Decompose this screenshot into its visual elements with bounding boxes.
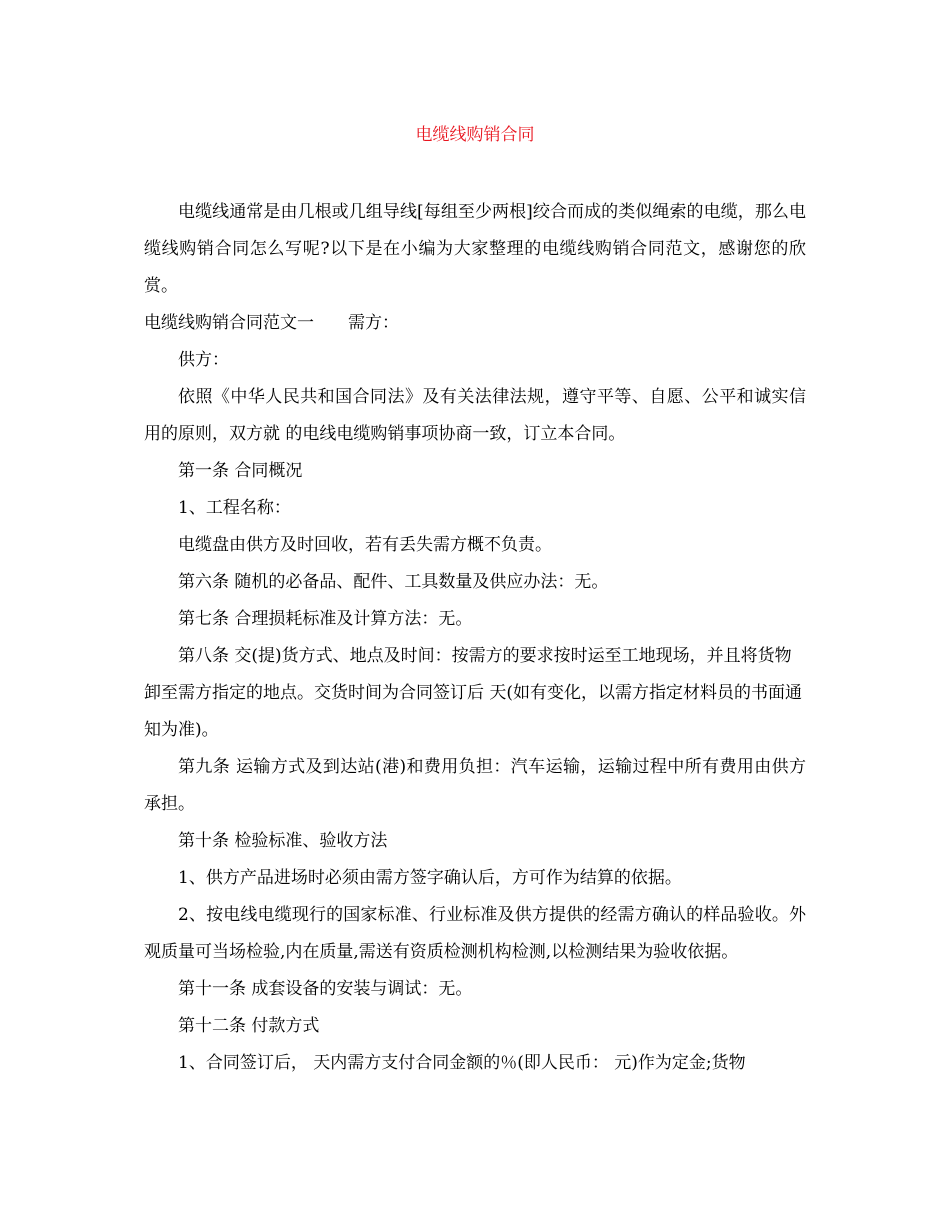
article-8-paragraph: 第八条 交(提)货方式、地点及时间：按需方的要求按时运至工地现场，并且将货物卸至需方指定的地点。交货时间为合同签订后 天(如有变化，以需方指定材料员的书面通知为准)。 (144, 646, 803, 740)
intro-paragraph: 电缆线通常是由几根或几组导线[每组至少两根]绞合而成的类似绳索的电缆，那么电缆线购销合同怎么写呢?以下是在小编为大家整理的电缆线购销合同范文，感谢您的欣赏。 (144, 202, 806, 296)
cable-reel-paragraph: 电缆盘由供方及时回收，若有丢失需方概不负责。 (178, 535, 552, 555)
document-body (144, 194, 806, 1082)
project-name-line: 1、工程名称： (178, 498, 291, 518)
article-1-heading: 第一条 合同概况 (178, 461, 303, 481)
preamble-paragraph: 依照《中华人民共和国合同法》及有关法律法规，遵守平等、自愿、公平和诚实信用的原则，双方就 的电线电缆购销事项协商一致，订立本合同。 (144, 387, 806, 444)
article-9-paragraph: 第九条 运输方式及到达站(港)和费用负担：汽车运输，运输过程中所有费用由供方承担。 (144, 757, 806, 814)
article-10-item-2: 2、按电线电缆现行的国家标准、行业标准及供方提供的经需方确认的样品验收。外观质量可当场检验,内在质量,需送有资质检测机构检测,以检测结果为验收依据。 (144, 905, 806, 962)
article-11-paragraph: 第十一条 成套设备的安装与调试：无。 (178, 979, 473, 999)
sample-heading: 电缆线购销合同范文一 需方： (144, 313, 399, 333)
supplier-line: 供方： (178, 350, 229, 370)
article-6-paragraph: 第六条 随机的必备品、配件、工具数量及供应办法：无。 (178, 572, 609, 592)
article-10-item-1: 1、供方产品进场时必须由需方签字确认后，方可作为结算的依据。 (178, 868, 682, 888)
document-title: 电缆线购销合同 (415, 125, 535, 145)
article-10-heading: 第十条 检验标准、验收方法 (178, 831, 388, 851)
article-12-heading: 第十二条 付款方式 (178, 1016, 320, 1036)
article-12-item-1: 1、合同签订后， 天内需方支付合同金额的％(即人民币： 元)作为定金;货物 (178, 1053, 746, 1073)
article-7-paragraph: 第七条 合理损耗标准及计算方法：无。 (178, 609, 473, 629)
